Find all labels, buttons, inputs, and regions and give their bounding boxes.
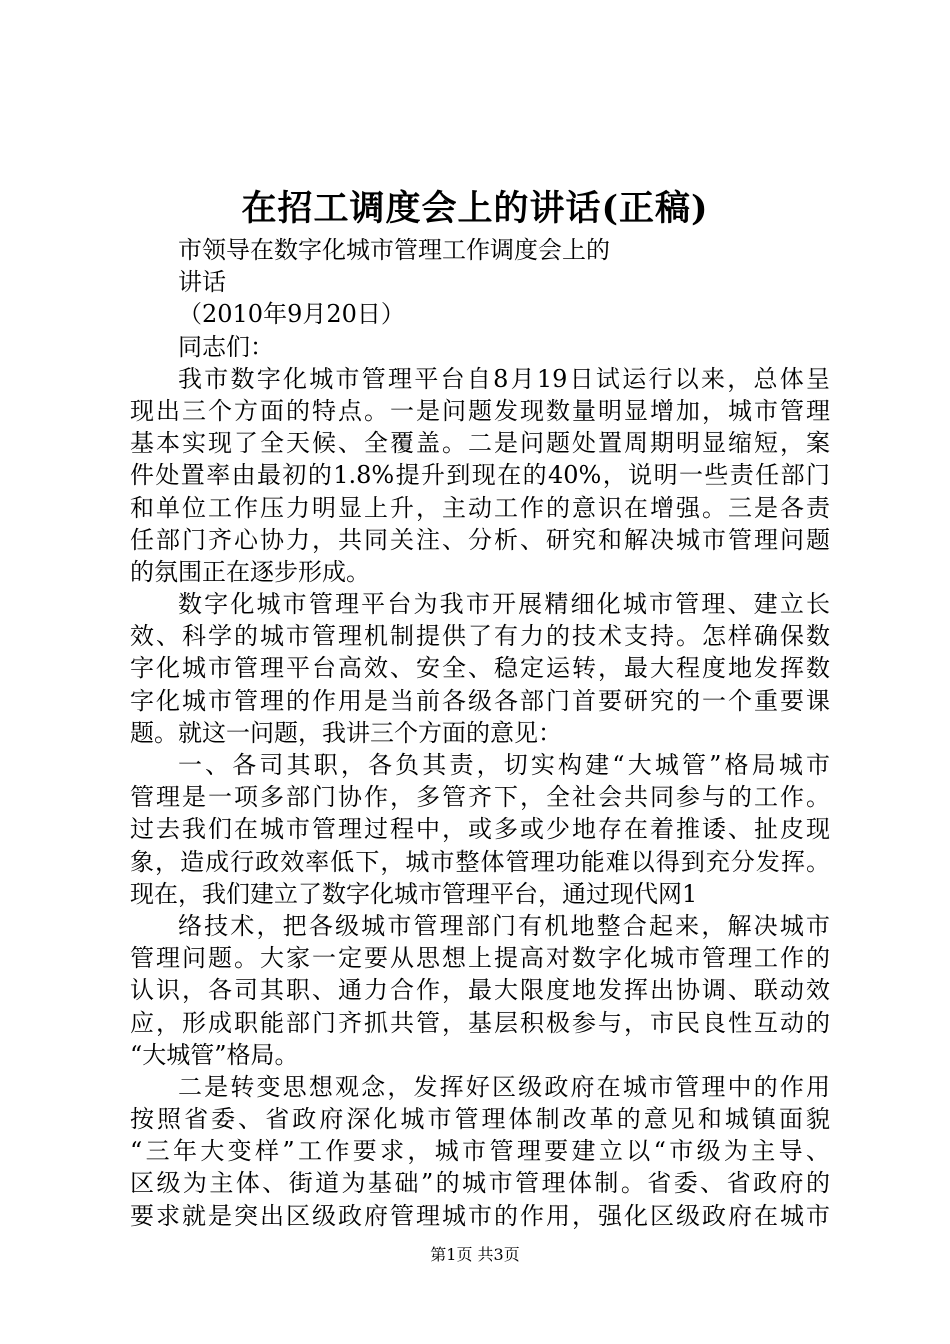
paragraph-line: 任部门齐心协力，共同关注、分析、研究和解决城市管理问题 <box>130 525 830 554</box>
page-footer: 第1页 共3页 <box>430 1245 520 1264</box>
salutation: 同志们： <box>178 332 274 361</box>
paragraph-line: 的氛围正在逐步形成。 <box>130 557 370 586</box>
document-body <box>130 234 830 1232</box>
paragraph-line: 管理是一项多部门协作，多管齐下，全社会共同参与的工作。 <box>130 783 830 812</box>
paragraph-line: 一、各司其职，各负其责，切实构建“大城管”格局城市 <box>178 751 830 779</box>
subtitle-line-1: 市领导在数字化城市管理工作调度会上的 <box>178 236 610 264</box>
paragraph-line: 管理问题。大家一定要从思想上提高对数字化城市管理工作的 <box>130 944 830 973</box>
paragraph-line: 数字化城市管理平台为我市开展精细化城市管理、建立长 <box>178 590 830 619</box>
paragraph-line: 我市数字化城市管理平台自8月19日试运行以来，总体呈 <box>178 364 830 393</box>
paragraph-line: “三年大变样”工作要求，城市管理要建立以“市级为主导、 <box>130 1137 830 1166</box>
subtitle-line-2: 讲话 <box>178 268 226 297</box>
paragraph-line: 字化城市管理的作用是当前各级各部门首要研究的一个重要课 <box>130 686 830 715</box>
paragraph-line: 效、科学的城市管理机制提供了有力的技术支持。怎样确保数 <box>130 622 830 651</box>
paragraph-line: 件处置率由最初的1.8%提升到现在的40%，说明一些责任部门 <box>130 461 830 490</box>
paragraph-line: 区级为主体、街道为基础”的城市管理体制。省委、省政府的 <box>130 1169 830 1198</box>
paragraph-line: 象，造成行政效率低下，城市整体管理功能难以得到充分发挥。 <box>130 847 830 876</box>
paragraph-line: 现出三个方面的特点。一是问题发现数量明显增加，城市管理 <box>130 396 830 425</box>
paragraph-line: 按照省委、省政府深化城市管理体制改革的意见和城镇面貌 <box>130 1105 830 1134</box>
paragraph-line: “大城管”格局。 <box>130 1040 299 1069</box>
paragraph-line: 字化城市管理平台高效、安全、稳定运转，最大程度地发挥数 <box>130 654 830 683</box>
paragraph-line: 络技术，把各级城市管理部门有机地整合起来，解决城市 <box>178 911 830 940</box>
paragraph-line: 应，形成职能部门齐抓共管，基层积极参与，市民良性互动的 <box>130 1008 830 1037</box>
paragraph-line: 题。就这一问题，我讲三个方面的意见： <box>130 718 562 747</box>
document-title: 在招工调度会上的讲话(正稿) <box>241 188 709 229</box>
paragraph-line: 要求就是突出区级政府管理城市的作用，强化区级政府在城市 <box>130 1201 830 1230</box>
paragraph-line: 认识，各司其职、通力合作，最大限度地发挥出协调、联动效 <box>130 976 830 1005</box>
paragraph-line: 过去我们在城市管理过程中，或多或少地存在着推诿、扯皮现 <box>130 815 830 844</box>
paragraph-line: 二是转变思想观念，发挥好区级政府在城市管理中的作用 <box>178 1072 830 1101</box>
paragraph-line: 和单位工作压力明显上升，主动工作的意识在增强。三是各责 <box>130 493 830 522</box>
date-line: （2010年9月20日） <box>178 300 405 329</box>
paragraph-line: 基本实现了全天候、全覆盖。二是问题处置周期明显缩短，案 <box>130 429 830 458</box>
paragraph-line: 现在，我们建立了数字化城市管理平台，通过现代网1 <box>130 879 698 908</box>
